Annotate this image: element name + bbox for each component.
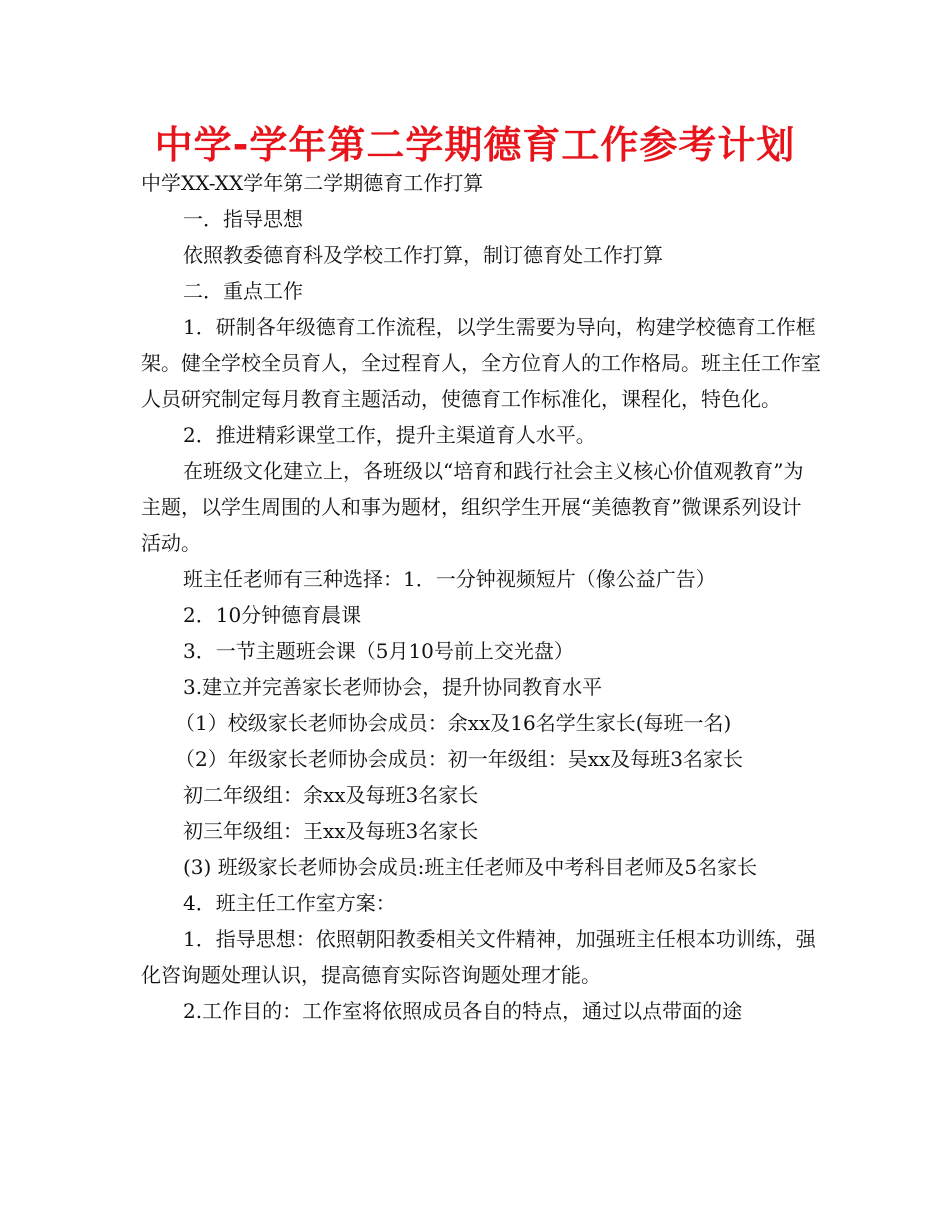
paragraph-grade-three: 初三年级组：王xx及每班3名家长 bbox=[183, 819, 479, 843]
heading-guiding-ideology: 一．指导思想 bbox=[183, 207, 303, 231]
paragraph-item-1: 1．研制各年级德育工作流程，以学生需要为导向，构建学校德育工作框架。健全学校全员育人，全过程育人，全方位育人的工作格局。班主任工作室人员研究制定每月教育主题活动，使德育工作标准化，课程化，特色化。 bbox=[141, 315, 821, 411]
paragraph-class-association: (3) 班级家长老师协会成员:班主任老师及中考科目老师及5名家长 bbox=[183, 855, 758, 879]
document-title: 中学-学年第二学期德育工作参考计划 bbox=[154, 123, 796, 167]
document-body bbox=[141, 165, 821, 1029]
paragraph-choices: 班主任老师有三种选择：1．一分钟视频短片（像公益广告） bbox=[183, 567, 716, 591]
paragraph-grade-two: 初二年级组：余xx及每班3名家长 bbox=[183, 783, 479, 807]
paragraph-choice-3: 3．一节主题班会课（5月10号前上交光盘） bbox=[183, 639, 574, 663]
paragraph-item-2: 2．推进精彩课堂工作，提升主渠道育人水平。 bbox=[183, 423, 596, 447]
paragraph-item-4: 4．班主任工作室方案： bbox=[183, 891, 396, 915]
paragraph-work-goal: 2.工作目的：工作室将依照成员各自的特点，通过以点带面的途 bbox=[183, 999, 743, 1023]
paragraph-class-culture: 在班级文化建立上，各班级以“培育和践行社会主义核心价值观教育”为主题，以学生周围的人和事为题材，组织学生开展“美德教育”微课系列设计活动。 bbox=[141, 459, 804, 555]
paragraph-item-3: 3.建立并完善家长老师协会，提升协同教育水平 bbox=[183, 675, 603, 699]
paragraph-subtitle: 中学XX-XX学年第二学期德育工作打算 bbox=[141, 171, 484, 195]
paragraph-guiding-ideology: 依照教委德育科及学校工作打算，制订德育处工作打算 bbox=[183, 243, 663, 267]
paragraph-school-association: （1）校级家长老师协会成员：余xx及16名学生家长(每班一名) bbox=[175, 711, 732, 735]
paragraph-choice-2: 2．10分钟德育晨课 bbox=[183, 603, 362, 627]
paragraph-guiding-thought: 1．指导思想：依照朝阳教委相关文件精神，加强班主任根本功训练，强化咨询题处理认识，提高德育实际咨询题处理才能。 bbox=[141, 927, 816, 987]
paragraph-grade-association: （2）年级家长老师协会成员：初一年级组：吴xx及每班3名家长 bbox=[175, 747, 744, 771]
heading-key-work: 二．重点工作 bbox=[183, 279, 303, 303]
